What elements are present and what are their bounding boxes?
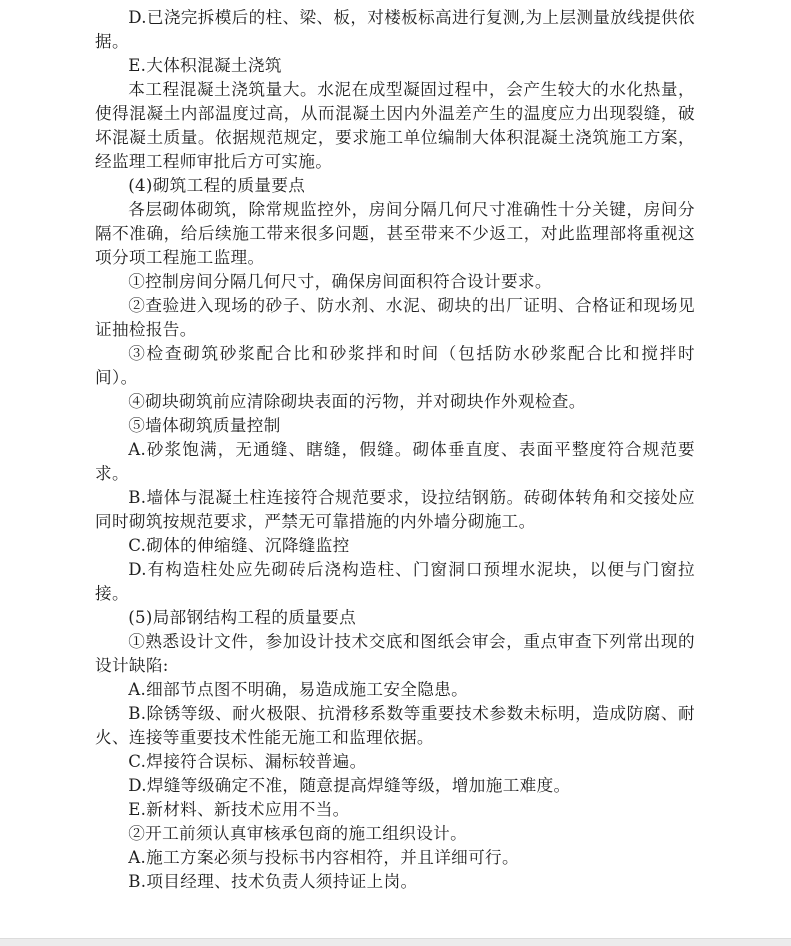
steel-sub-item-c: C.焊接符合误标、漏标较普遍。 [128, 752, 367, 771]
steel-sub-item-b: B.除锈等级、耐火极限、抗滑移系数等重要技术参数未标明，造成防腐、耐火、连接等重要技术性能无施工和监理依据。 [95, 704, 695, 747]
steel-sub-item-e: E.新材料、新技术应用不当。 [128, 800, 350, 819]
sub-item-d: D.有构造柱处应先砌砖后浇构造柱、门窗洞口预埋水泥块，以便与门窗拉接。 [95, 560, 695, 603]
paragraph-5: 各层砌体砌筑，除常规监控外，房间分隔几何尺寸准确性十分关键，房间分隔不准确，给后续施工带来很多问题，甚至带来不少返工，对此监理部将重视这项分项工程施工监理。 [95, 200, 695, 267]
list-item-steel-2: ②开工前须认真审核承包商的施工组织设计。 [128, 824, 468, 843]
list-item-5: ⑤墙体砌筑质量控制 [128, 416, 281, 435]
sub-item-c: C.砌体的伸缩缝、沉降缝监控 [128, 536, 350, 555]
sub-item-a: A.砂浆饱满，无通缝、瞎缝，假缝。砌体垂直度、表面平整度符合规范要求。 [95, 440, 695, 483]
paragraph-1: D.已浇完拆模后的柱、梁、板，对楼板标高进行复测,为上层测量放线提供依据。 [95, 8, 695, 51]
paragraph-2: E.大体积混凝土浇筑 [128, 56, 282, 75]
paragraph-3: 本工程混凝土浇筑量大。水泥在成型凝固过程中，会产生较大的水化热量，使得混凝土内部温度过高，从而混凝土因内外温差产生的温度应力出现裂缝，破坏混凝土质量。依据规范规定，要求施工单位编制大体积混凝土浇筑施工方案，经监理工程师审批后方可实施。 [95, 80, 695, 171]
list-item-2: ②查验进入现场的砂子、防水剂、水泥、砌块的出厂证明、合格证和现场见证抽检报告。 [95, 296, 695, 339]
list-item-steel-1: ①熟悉设计文件，参加设计技术交底和图纸会审会，重点审查下列常出现的设计缺陷: [95, 632, 695, 675]
steel-sub-item-d: D.焊缝等级确定不准，随意提高焊缝等级，增加施工难度。 [128, 776, 571, 795]
sub-item-b: B.墙体与混凝土柱连接符合规范要求，设拉结钢筋。砖砌体转角和交接处应同时砌筑按规范要求，严禁无可靠措施的内外墙分砌施工。 [95, 488, 695, 531]
list-item-3: ③检查砌筑砂浆配合比和砂浆拌和时间（包括防水砂浆配合比和搅拌时间）。 [95, 344, 695, 387]
document-body [95, 6, 695, 894]
section-heading-steel: (5)局部钢结构工程的质量要点 [128, 608, 357, 627]
list-item-4: ④砌块砌筑前应清除砌块表面的污物，并对砌块作外观检查。 [128, 392, 586, 411]
steel2-sub-item-b: B.项目经理、技术负责人须持证上岗。 [128, 872, 418, 891]
steel2-sub-item-a: A.施工方案必须与投标书内容相符，并且详细可行。 [128, 848, 519, 867]
steel-sub-item-a: A.细部节点图不明确，易造成施工安全隐患。 [128, 680, 469, 699]
section-heading-masonry: (4)砌筑工程的质量要点 [128, 176, 306, 195]
list-item-1: ①控制房间分隔几何尺寸，确保房间面积符合设计要求。 [128, 272, 552, 291]
